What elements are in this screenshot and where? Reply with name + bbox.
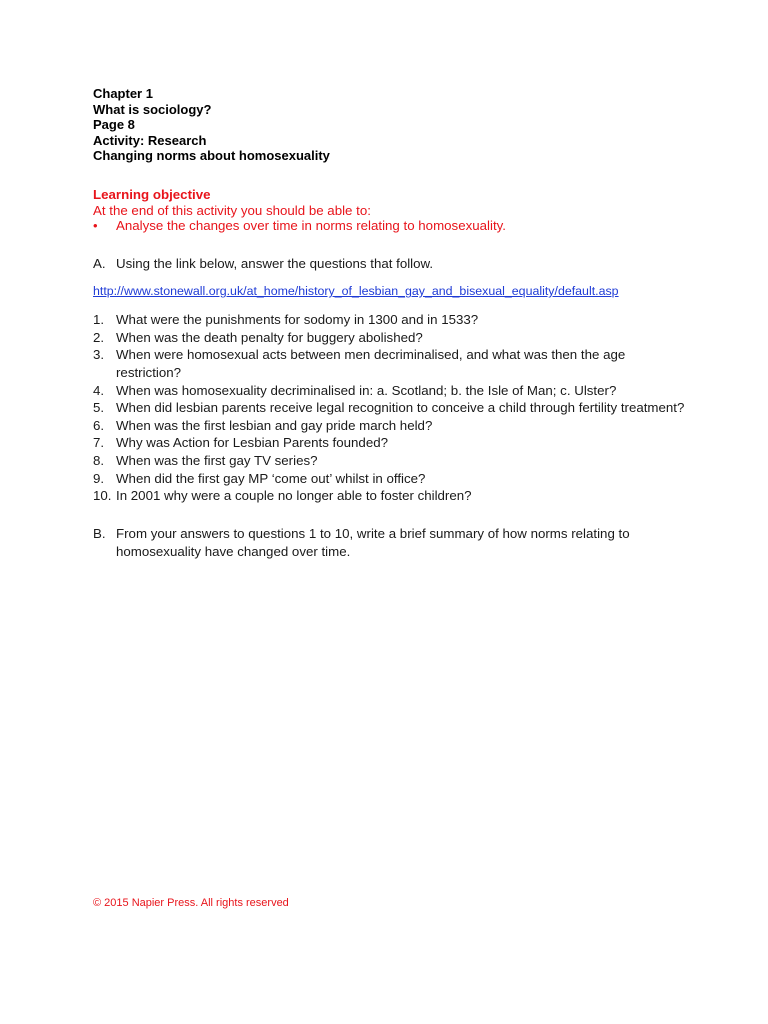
- learning-objective-intro: At the end of this activity you should be able to:: [93, 202, 371, 218]
- question-text: When did the first gay MP ‘come out’ whilst in office?: [116, 470, 426, 486]
- question-text: Why was Action for Lesbian Parents founded?: [116, 435, 389, 451]
- question-number: 10.: [93, 488, 112, 504]
- learning-objective-title: Learning objective: [93, 186, 211, 202]
- question-item: [93, 417, 693, 435]
- section-a: [93, 255, 693, 273]
- activity-label: Activity: Research: [93, 132, 207, 148]
- question-text: In 2001 why were a couple no longer able to foster children?: [116, 488, 472, 504]
- heading-block: [93, 86, 693, 164]
- question-number: 5.: [93, 400, 105, 416]
- section-b-marker: B.: [93, 525, 106, 541]
- question-item: [93, 329, 693, 347]
- chapter-title: What is sociology?: [93, 101, 212, 117]
- question-item: [93, 434, 693, 452]
- section-b: [93, 525, 693, 561]
- question-text: When was the first lesbian and gay pride march held?: [116, 417, 433, 433]
- page-number: Page 8: [93, 117, 135, 133]
- question-text: When did lesbian parents receive legal recognition to conceive a child through fertility treatment?: [116, 400, 685, 416]
- question-item: [93, 470, 693, 488]
- learning-objective-bullet: [93, 218, 693, 234]
- topic-title: Changing norms about homosexuality: [93, 148, 330, 164]
- question-text: When were homosexual acts between men decriminalised, and what was then the age restriction?: [116, 347, 626, 381]
- question-number: 9.: [93, 470, 105, 486]
- question-text: When was the death penalty for buggery abolished?: [116, 329, 423, 345]
- question-number: 7.: [93, 435, 105, 451]
- question-text: When was the first gay TV series?: [116, 453, 318, 468]
- question-item: [93, 382, 693, 400]
- chapter-label: Chapter 1: [93, 86, 153, 101]
- question-number: 3.: [93, 347, 105, 363]
- question-number: 2.: [93, 329, 105, 345]
- source-link-line: [93, 283, 693, 299]
- question-number: 6.: [93, 417, 105, 433]
- bullet-icon: •: [93, 218, 98, 234]
- question-number: 1.: [93, 312, 105, 328]
- copyright-footer: © 2015 Napier Press. All rights reserved: [93, 897, 289, 909]
- question-item: [93, 311, 693, 329]
- section-a-instruction: Using the link below, answer the questions that follow.: [116, 255, 434, 271]
- question-list: [93, 311, 693, 505]
- section-a-marker: A.: [93, 255, 106, 271]
- question-number: 8.: [93, 453, 105, 468]
- question-item: [93, 399, 693, 417]
- source-link[interactable]: http://www.stonewall.org.uk/at_home/history_of_lesbian_gay_and_bisexual_equality/default.asp: [93, 284, 619, 299]
- question-item: [93, 487, 693, 505]
- question-number: 4.: [93, 382, 105, 398]
- question-text: What were the punishments for sodomy in 1300 and in 1533?: [116, 312, 479, 328]
- section-b-text: From your answers to questions 1 to 10, write a brief summary of how norms relating to homosexuality have changed over time.: [116, 525, 630, 559]
- learning-objective-block: [93, 187, 693, 234]
- question-text: When was homosexuality decriminalised in: a. Scotland; b. the Isle of Man; c. Ulster?: [116, 382, 617, 398]
- question-item: [93, 346, 693, 381]
- learning-objective-bullet-text: Analyse the changes over time in norms relating to homosexuality.: [116, 218, 506, 234]
- question-item: [93, 452, 693, 470]
- document-page: [93, 86, 693, 561]
